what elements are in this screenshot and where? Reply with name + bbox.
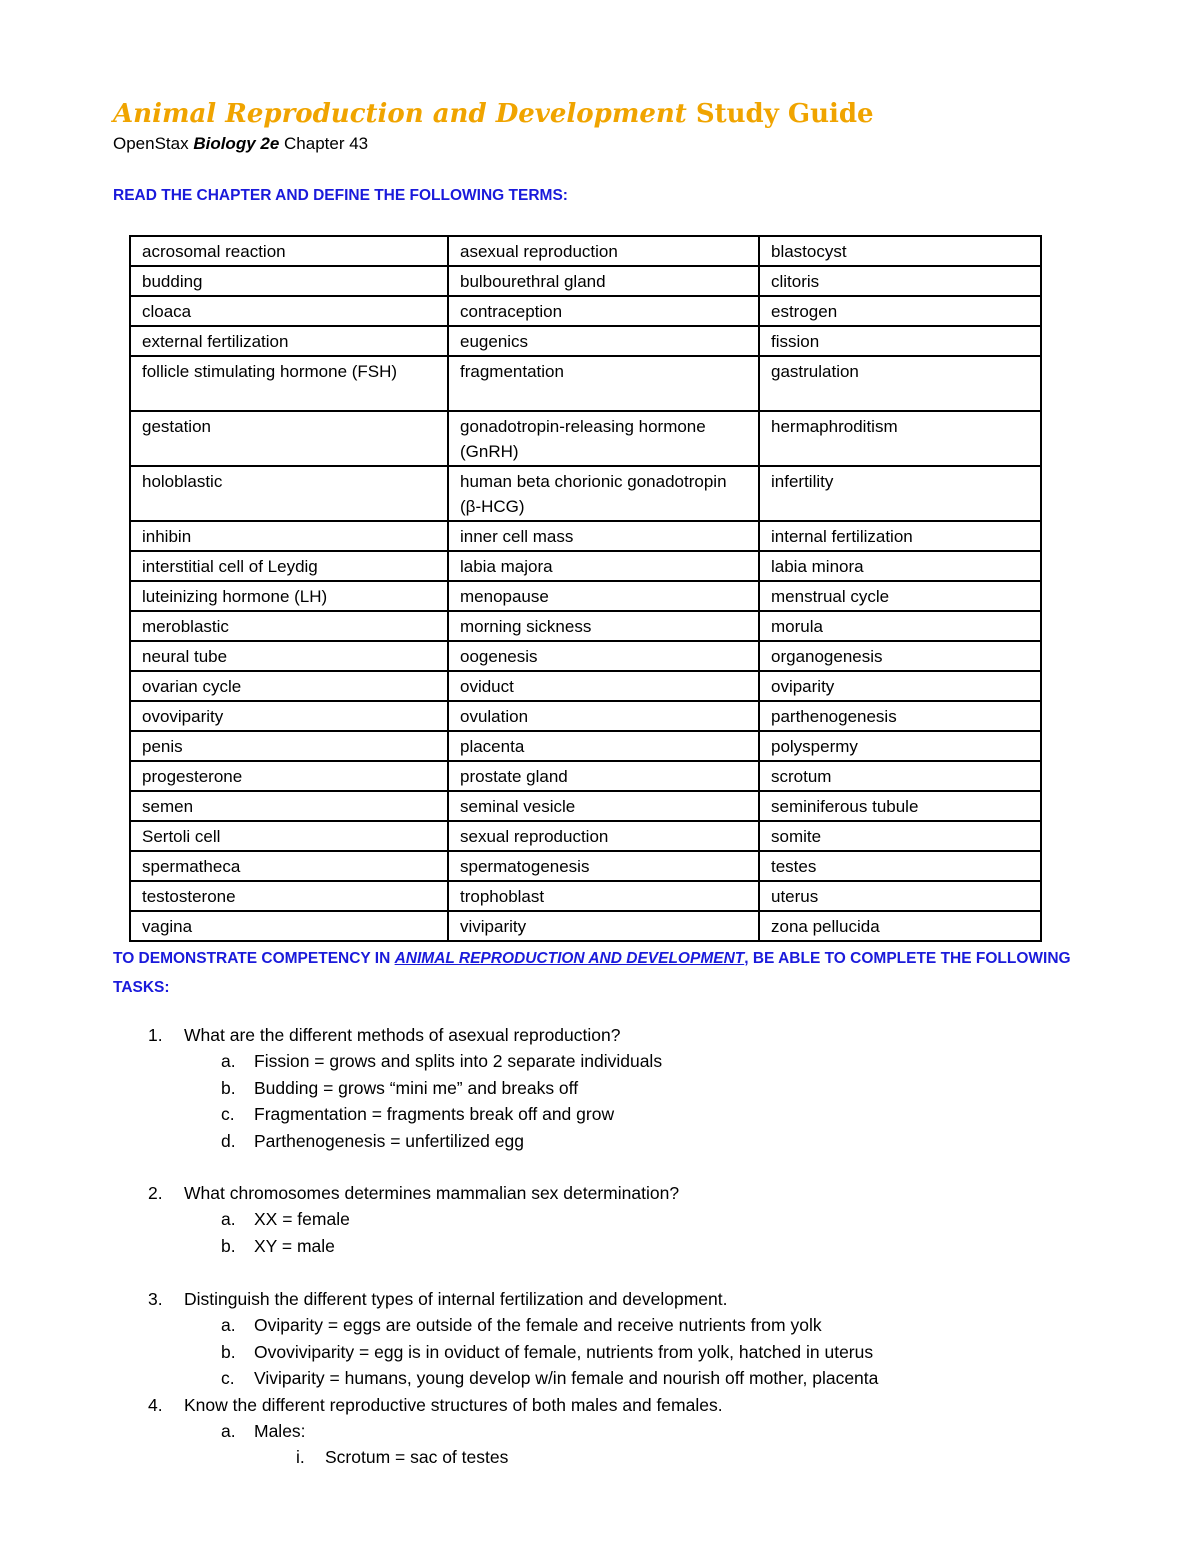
term-cell: external fertilization bbox=[130, 326, 448, 356]
term-cell: morula bbox=[759, 611, 1041, 641]
term-cell: polyspermy bbox=[759, 731, 1041, 761]
task-item-text: Males: bbox=[254, 1421, 306, 1441]
task-item-marker: b. bbox=[221, 1078, 236, 1098]
term-cell: trophoblast bbox=[448, 881, 759, 911]
table-row bbox=[130, 326, 1041, 356]
table-row bbox=[130, 356, 1041, 411]
table-row bbox=[130, 791, 1041, 821]
task-text: Know the different reproductive structures of both males and females. bbox=[184, 1395, 723, 1415]
table-row bbox=[130, 611, 1041, 641]
term-cell: organogenesis bbox=[759, 641, 1041, 671]
terms-table bbox=[129, 235, 1042, 942]
title-italic: Animal Reproduction and Development bbox=[113, 99, 687, 129]
term-cell: spermatheca bbox=[130, 851, 448, 881]
term-cell: progesterone bbox=[130, 761, 448, 791]
task-text: Distinguish the different types of internal fertilization and development. bbox=[184, 1289, 728, 1309]
table-row bbox=[130, 581, 1041, 611]
task-item-marker: a. bbox=[221, 1421, 236, 1441]
table-row bbox=[130, 761, 1041, 791]
term-cell: bulbourethral gland bbox=[448, 266, 759, 296]
table-row bbox=[130, 296, 1041, 326]
term-cell: internal fertilization bbox=[759, 521, 1041, 551]
task-marker: 4. bbox=[148, 1395, 163, 1415]
term-cell: ovoviparity bbox=[130, 701, 448, 731]
subtitle-publisher: OpenStax bbox=[113, 134, 194, 153]
term-cell: estrogen bbox=[759, 296, 1041, 326]
term-cell: luteinizing hormone (LH) bbox=[130, 581, 448, 611]
term-cell: testosterone bbox=[130, 881, 448, 911]
task-item-text: Oviparity = eggs are outside of the female and receive nutrients from yolk bbox=[254, 1315, 822, 1335]
task-item-marker: a. bbox=[221, 1209, 236, 1229]
term-cell: contraception bbox=[448, 296, 759, 326]
task-text: What are the different methods of asexual reproduction? bbox=[184, 1025, 621, 1045]
title-rest: Study Guide bbox=[695, 99, 874, 129]
term-cell: somite bbox=[759, 821, 1041, 851]
task-item-text: Fission = grows and splits into 2 separate individuals bbox=[254, 1051, 663, 1071]
term-cell: cloaca bbox=[130, 296, 448, 326]
term-cell: scrotum bbox=[759, 761, 1041, 791]
term-cell: follicle stimulating hormone (FSH) bbox=[130, 356, 448, 411]
term-cell: menstrual cycle bbox=[759, 581, 1041, 611]
term-cell: seminiferous tubule bbox=[759, 791, 1041, 821]
term-cell: labia majora bbox=[448, 551, 759, 581]
term-cell: inhibin bbox=[130, 521, 448, 551]
task-item-marker: b. bbox=[221, 1236, 236, 1256]
task-marker: 2. bbox=[148, 1183, 163, 1203]
page-subtitle bbox=[113, 134, 368, 154]
term-cell: Sertoli cell bbox=[130, 821, 448, 851]
task-item-marker: a. bbox=[221, 1315, 236, 1335]
task-item-marker: d. bbox=[221, 1131, 236, 1151]
task-item-marker: b. bbox=[221, 1342, 236, 1362]
term-cell: vagina bbox=[130, 911, 448, 941]
term-cell: sexual reproduction bbox=[448, 821, 759, 851]
term-cell: inner cell mass bbox=[448, 521, 759, 551]
term-cell: gestation bbox=[130, 411, 448, 466]
term-cell: asexual reproduction bbox=[448, 236, 759, 266]
term-cell: labia minora bbox=[759, 551, 1041, 581]
table-row bbox=[130, 466, 1041, 521]
term-cell: fragmentation bbox=[448, 356, 759, 411]
table-row bbox=[130, 821, 1041, 851]
task-item-text: XX = female bbox=[254, 1209, 350, 1229]
term-cell: uterus bbox=[759, 881, 1041, 911]
term-cell: parthenogenesis bbox=[759, 701, 1041, 731]
term-cell: gastrulation bbox=[759, 356, 1041, 411]
task-subitem-marker: i. bbox=[296, 1447, 305, 1467]
term-cell: hermaphroditism bbox=[759, 411, 1041, 466]
task-marker: 1. bbox=[148, 1025, 163, 1045]
term-cell: neural tube bbox=[130, 641, 448, 671]
term-cell: infertility bbox=[759, 466, 1041, 521]
page-title bbox=[113, 99, 874, 129]
term-cell: budding bbox=[130, 266, 448, 296]
task-text: What chromosomes determines mammalian sex determination? bbox=[184, 1183, 680, 1203]
table-row bbox=[130, 266, 1041, 296]
table-row bbox=[130, 521, 1041, 551]
task-item-text: Viviparity = humans, young develop w/in female and nourish off mother, placenta bbox=[254, 1368, 879, 1388]
term-cell: menopause bbox=[448, 581, 759, 611]
term-cell: oviparity bbox=[759, 671, 1041, 701]
task-item-text: Ovoviviparity = egg is in oviduct of female, nutrients from yolk, hatched in uterus bbox=[254, 1342, 874, 1362]
term-cell: ovarian cycle bbox=[130, 671, 448, 701]
table-row bbox=[130, 731, 1041, 761]
competency-pre: TO DEMONSTRATE COMPETENCY IN bbox=[113, 950, 395, 967]
term-cell: blastocyst bbox=[759, 236, 1041, 266]
term-cell: ovulation bbox=[448, 701, 759, 731]
table-row bbox=[130, 881, 1041, 911]
define-terms-instruction: READ THE CHAPTER AND DEFINE THE FOLLOWING TERMS: bbox=[113, 187, 568, 204]
table-row bbox=[130, 701, 1041, 731]
task-subitem-text: Scrotum = sac of testes bbox=[325, 1447, 509, 1467]
term-cell: eugenics bbox=[448, 326, 759, 356]
term-cell: seminal vesicle bbox=[448, 791, 759, 821]
term-cell: morning sickness bbox=[448, 611, 759, 641]
competency-post: , BE ABLE TO COMPLETE THE FOLLOWING TASKS: bbox=[113, 950, 1071, 996]
task-marker: 3. bbox=[148, 1289, 163, 1309]
subtitle-book: Biology 2e bbox=[193, 134, 280, 153]
table-row bbox=[130, 551, 1041, 581]
term-cell: gonadotropin-releasing hormone (GnRH) bbox=[448, 411, 759, 466]
competency-link[interactable]: ANIMAL REPRODUCTION AND DEVELOPMENT bbox=[394, 950, 745, 967]
task-item-marker: a. bbox=[221, 1051, 236, 1071]
task-item-marker: c. bbox=[221, 1104, 235, 1124]
term-cell: testes bbox=[759, 851, 1041, 881]
term-cell: acrosomal reaction bbox=[130, 236, 448, 266]
competency-heading bbox=[113, 944, 1113, 1002]
task-item-text: Budding = grows “mini me” and breaks off bbox=[254, 1078, 579, 1098]
term-cell: zona pellucida bbox=[759, 911, 1041, 941]
table-row bbox=[130, 851, 1041, 881]
term-cell: oogenesis bbox=[448, 641, 759, 671]
term-cell: meroblastic bbox=[130, 611, 448, 641]
table-row bbox=[130, 236, 1041, 266]
table-row bbox=[130, 641, 1041, 671]
task-item-marker: c. bbox=[221, 1368, 235, 1388]
term-cell: holoblastic bbox=[130, 466, 448, 521]
subtitle-chapter: Chapter 43 bbox=[279, 134, 369, 153]
table-row bbox=[130, 411, 1041, 466]
term-cell: placenta bbox=[448, 731, 759, 761]
term-cell: human beta chorionic gonadotropin (β-HCG) bbox=[448, 466, 759, 521]
task-item-text: Fragmentation = fragments break off and grow bbox=[254, 1104, 615, 1124]
task-item-text: Parthenogenesis = unfertilized egg bbox=[254, 1131, 524, 1151]
term-cell: viviparity bbox=[448, 911, 759, 941]
table-row bbox=[130, 671, 1041, 701]
term-cell: fission bbox=[759, 326, 1041, 356]
term-cell: oviduct bbox=[448, 671, 759, 701]
term-cell: spermatogenesis bbox=[448, 851, 759, 881]
task-item-text: XY = male bbox=[254, 1236, 335, 1256]
term-cell: clitoris bbox=[759, 266, 1041, 296]
term-cell: prostate gland bbox=[448, 761, 759, 791]
term-cell: penis bbox=[130, 731, 448, 761]
term-cell: interstitial cell of Leydig bbox=[130, 551, 448, 581]
table-row bbox=[130, 911, 1041, 941]
term-cell: semen bbox=[130, 791, 448, 821]
